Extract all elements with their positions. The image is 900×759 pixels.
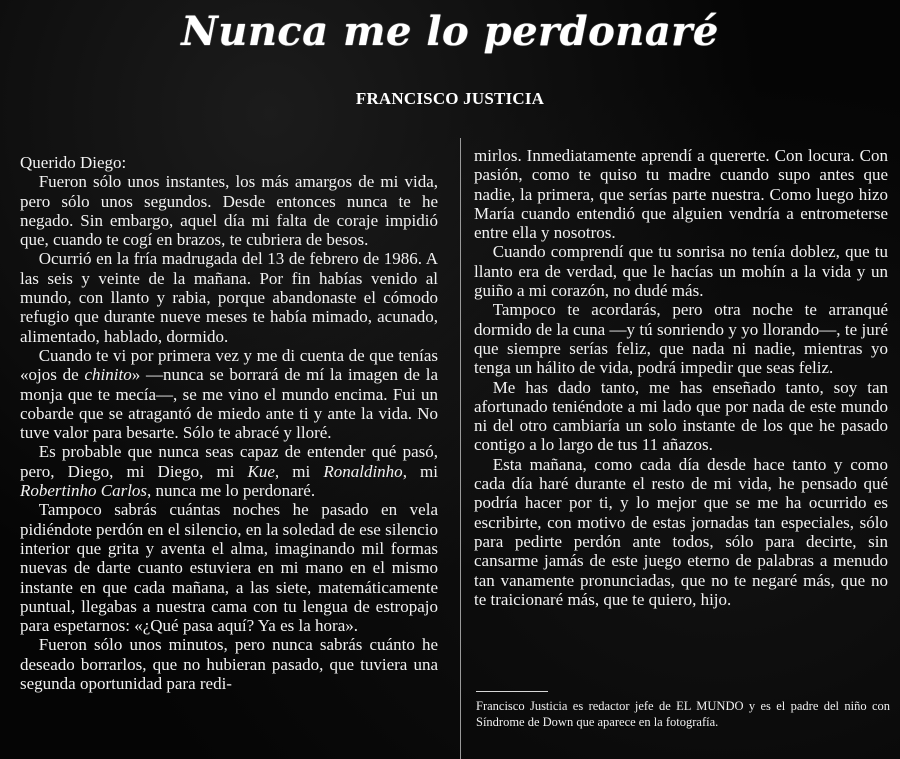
right-column xyxy=(474,146,888,609)
kue-italic: Kue xyxy=(247,461,275,481)
paragraph-7: mirlos. Inmediatamente aprendí a quererte. Con locura. Con pasión, como te quiso tu madre cuando supo antes que nadie, la primera, que serías parte nuestra. Como luego hizo María cuando entendió que alguien vendría a entrometerse entre ella y nosotros. xyxy=(474,146,888,243)
byline: FRANCISCO JUSTICIA xyxy=(355,89,545,108)
paragraph-8: Cuando comprendí que tu sonrisa no tenía doblez, que tu llanto era de verdad, que le hacías un mohín a la vida y un guiño a mi corazón, no dudé más. xyxy=(474,242,888,301)
paragraph-4-sep-2: , mi xyxy=(402,461,438,481)
paragraph-3 xyxy=(20,346,438,442)
paragraph-4 xyxy=(20,442,438,500)
headline: Nunca me lo perdonaré xyxy=(181,8,719,55)
paragraph-4-sep-1: , mi xyxy=(274,461,324,481)
paragraph-10: Me has dado tanto, me has enseñado tanto, soy tan afortunado teniéndote a mi lado que por nada de este mundo ni del otro cambiaría un solo instante de los que he pasado contigo a lo largo de tus 11 añazos. xyxy=(474,377,888,455)
paragraph-5: Tampoco sabrás cuántas noches he pasado en vela pidiéndote perdón en el silencio, en la soledad de ese silencio interior que grita y aventa el alma, imaginando mil formas nuevas de darte cuanto estuviera en mi mano en el mismo instante en que cada mañana, a las siete, matemáticamente puntual, llegabas a nuestra cama con tu lengua de estropajo para espetarnos: «¿Qué pasa aquí? Ya es la hora». xyxy=(20,500,438,636)
ronaldinho-italic: Ronaldinho xyxy=(323,461,403,481)
paragraph-1: Fueron sólo unos instantes, los más amargos de mi vida, pero sólo unos segundos. Desde entonces nunca te he negado. Sin embargo, aquel día mi falta de coraje impidió que, cuando te cogí en brazos, te cubriera de besos. xyxy=(20,172,438,250)
paragraph-6: Fueron sólo unos minutos, pero nunca sabrás cuánto he deseado borrarlos, que no hubieran pasado, que tuviera una segunda oportunidad para redi- xyxy=(20,635,438,694)
salutation: Querido Diego: xyxy=(20,153,127,172)
paragraph-2: Ocurrió en la fría madrugada del 13 de febrero de 1986. A las seis y veinte de la mañana. Por fin habías venido al mundo, con llanto y rabia, porque abandonaste el cómodo refugio que durante nueve meses te había mimado, acunado, alimentado, hablado, dormido. xyxy=(20,249,438,346)
author-footnote: Francisco Justicia es redactor jefe de EL MUNDO y es el padre del niño con Síndrome de Down que aparece en la fotografía. xyxy=(476,699,890,729)
paragraph-11: Esta mañana, como cada día desde hace tanto y como cada día haré durante el resto de mi vida, he pensado qué podría hacer por ti, y lo mejor que se me ha ocurrido es escribirte, con motivo de estas jornadas tan especiales, sólo para pedirte perdón ante todos, sólo para decirte, sin cansarme jamás de este juego eterno de palabras a menudo tan vanamente pronunciadas, que no te negaré más, que no te traicionaré más, que te quiero, hijo. xyxy=(474,454,888,609)
chinito-italic: chinito xyxy=(84,365,132,385)
paragraph-9: Tampoco te acordarás, pero otra noche te arranqué dormido de la cuna —y tú sonriendo y yo llorando—, te juré que siempre serías feliz, que nada ni nadie, mientras yo tenga un hálito de vida, podrá impedir que seas feliz. xyxy=(474,300,888,378)
left-column xyxy=(20,153,438,693)
paragraph-4-text-b: , nunca me lo perdonaré. xyxy=(147,481,316,501)
column-divider xyxy=(460,138,461,759)
robertinho-italic: Robertinho Carlos xyxy=(20,481,148,501)
paragraph-3-text-b: » —nunca se borrará de mí la imagen de la monja que te mecía—, se me vino el mundo encima. Fui un cobarde que se atragantó de miedo ante ti y ante la vida. No tuve valor para besarte. Sólo te abracé y lloré. xyxy=(20,365,438,443)
paragraph-3-text-a: Cuando te vi por primera vez y me di cuenta de que tenías «ojos de xyxy=(20,345,438,385)
footnote-rule xyxy=(476,691,548,692)
paragraph-4-text-a: Es probable que nunca seas capaz de entender qué pasó, pero, Diego, mi Diego, mi xyxy=(20,442,438,481)
